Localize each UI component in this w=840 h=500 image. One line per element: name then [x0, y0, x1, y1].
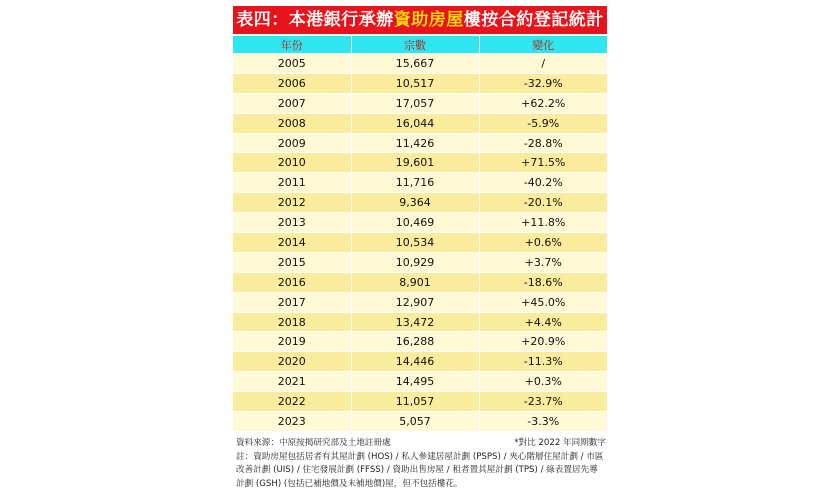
column-header-change: 變化 — [479, 36, 607, 54]
cell-change: +11.8% — [479, 213, 607, 233]
cell-change: -5.9% — [479, 113, 607, 133]
remark-note: 註：資助房屋包括居者有其屋計劃 (HOS) / 私人參建居屋計劃 (PSPS) / 夾心階層住屋計劃 / 市區改善計劃 (UIS) / 住宅發展計劃 (FFSS) / 資助出售房屋 / 租者置其屋計劃 (TPS) / 綠表置居先導計劃 (GSH) (包括已補地價及未補地價)屋，但不包括樓花。 — [236, 451, 604, 489]
cell-count: 11,426 — [351, 133, 479, 153]
cell-change: +4.4% — [479, 312, 607, 332]
notes-section — [236, 437, 606, 491]
cell-year: 2016 — [233, 272, 351, 292]
table-body — [233, 54, 607, 431]
cell-year: 2022 — [233, 392, 351, 412]
cell-count: 12,907 — [351, 292, 479, 312]
table-row — [233, 332, 607, 352]
cell-year: 2017 — [233, 292, 351, 312]
table-row — [233, 233, 607, 253]
cell-count: 10,534 — [351, 233, 479, 253]
cell-year: 2020 — [233, 352, 351, 372]
footnote: *對比 2022 年同期數字 — [514, 438, 606, 448]
title-part-1: 表四：本港銀行承辦 — [236, 10, 394, 30]
cell-change: / — [479, 54, 607, 74]
table-row — [233, 412, 607, 431]
cell-change: +71.5% — [479, 153, 607, 173]
table-row — [233, 73, 607, 93]
title-highlight: 資助房屋 — [393, 10, 464, 30]
cell-count: 13,472 — [351, 312, 479, 332]
data-table-container — [233, 36, 607, 431]
cell-count: 16,288 — [351, 332, 479, 352]
cell-year: 2013 — [233, 213, 351, 233]
table-row — [233, 372, 607, 392]
cell-year: 2019 — [233, 332, 351, 352]
table-row — [233, 193, 607, 213]
cell-change: -23.7% — [479, 392, 607, 412]
cell-change: -3.3% — [479, 412, 607, 431]
table-title — [233, 6, 607, 34]
cell-year: 2021 — [233, 372, 351, 392]
cell-change: -11.3% — [479, 352, 607, 372]
cell-change: -32.9% — [479, 73, 607, 93]
cell-change: +45.0% — [479, 292, 607, 312]
cell-change: -18.6% — [479, 272, 607, 292]
column-header-year: 年份 — [233, 36, 351, 54]
cell-year: 2012 — [233, 193, 351, 213]
cell-change: -20.1% — [479, 193, 607, 213]
cell-year: 2011 — [233, 173, 351, 193]
cell-year: 2010 — [233, 153, 351, 173]
cell-year: 2007 — [233, 93, 351, 113]
cell-change: -40.2% — [479, 173, 607, 193]
table-row — [233, 213, 607, 233]
cell-change: +62.2% — [479, 93, 607, 113]
cell-count: 10,929 — [351, 252, 479, 272]
table-row — [233, 113, 607, 133]
table-row — [233, 153, 607, 173]
cell-change: -28.8% — [479, 133, 607, 153]
data-table — [233, 36, 607, 431]
table-row — [233, 312, 607, 332]
table-row — [233, 252, 607, 272]
table-row — [233, 133, 607, 153]
cell-count: 5,057 — [351, 412, 479, 431]
cell-count: 10,517 — [351, 73, 479, 93]
cell-count: 8,901 — [351, 272, 479, 292]
column-header-count: 宗數 — [351, 36, 479, 54]
cell-year: 2006 — [233, 73, 351, 93]
cell-year: 2014 — [233, 233, 351, 253]
cell-count: 14,495 — [351, 372, 479, 392]
table-row — [233, 272, 607, 292]
cell-change: +3.7% — [479, 252, 607, 272]
source-note: 資料來源：中原按揭研究部及土地註冊處 — [236, 438, 391, 448]
cell-change: +0.6% — [479, 233, 607, 253]
cell-year: 2018 — [233, 312, 351, 332]
cell-count: 11,716 — [351, 173, 479, 193]
cell-count: 19,601 — [351, 153, 479, 173]
title-part-3: 樓按合約登記統計 — [463, 10, 604, 30]
cell-year: 2009 — [233, 133, 351, 153]
table-row — [233, 54, 607, 74]
table-row — [233, 352, 607, 372]
cell-year: 2008 — [233, 113, 351, 133]
cell-count: 15,667 — [351, 54, 479, 74]
table-row — [233, 392, 607, 412]
cell-year: 2015 — [233, 252, 351, 272]
cell-change: +20.9% — [479, 332, 607, 352]
cell-year: 2023 — [233, 412, 351, 431]
table-row — [233, 292, 607, 312]
cell-count: 10,469 — [351, 213, 479, 233]
cell-count: 9,364 — [351, 193, 479, 213]
table-row — [233, 173, 607, 193]
header-row — [233, 36, 607, 54]
cell-count: 16,044 — [351, 113, 479, 133]
cell-count: 14,446 — [351, 352, 479, 372]
cell-year: 2005 — [233, 54, 351, 74]
table-row — [233, 93, 607, 113]
cell-change: +0.3% — [479, 372, 607, 392]
cell-count: 11,057 — [351, 392, 479, 412]
cell-count: 17,057 — [351, 93, 479, 113]
